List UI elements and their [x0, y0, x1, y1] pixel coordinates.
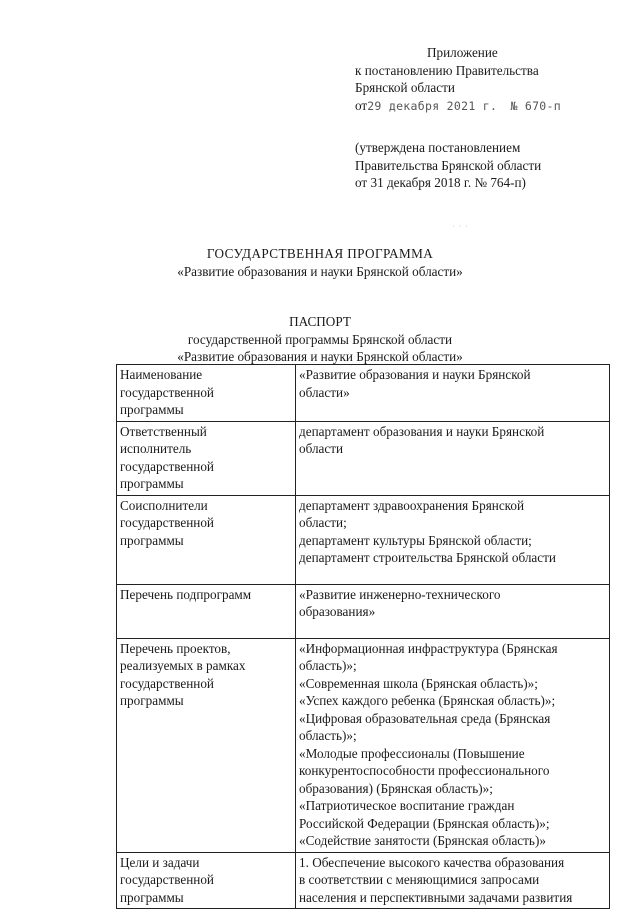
appendix-title: Приложение — [427, 45, 498, 60]
row-value-line: конкурентоспособности профессионального — [299, 763, 550, 778]
program-subtitle: «Развитие образования и науки Брянской области» — [177, 264, 463, 279]
approval-line-2: Правительства Брянской области — [355, 157, 542, 173]
row-value-line: «Информационная инфраструктура (Брянская — [299, 640, 558, 656]
row-value-line: область)»; — [299, 658, 357, 673]
row-label-line: исполнитель — [120, 441, 192, 456]
table-row — [117, 365, 610, 422]
passport-subtitle-2: «Развитие образования и науки Брянской области» — [177, 349, 463, 364]
row-label-cell — [117, 638, 296, 852]
table-row — [117, 421, 610, 495]
passport-table-body — [117, 365, 610, 909]
row-label-line: Ответственный — [120, 423, 207, 439]
row-value-line: области; — [299, 515, 347, 530]
row-value-line: «Патриотическое воспитание граждан — [299, 798, 515, 813]
row-value-cell — [296, 495, 610, 584]
row-value-line: «Цифровая образовательная среда (Брянская — [299, 710, 551, 726]
row-value-cell — [296, 638, 610, 852]
row-value-cell — [296, 365, 610, 422]
row-value-line: Российской Федерации (Брянская область)»; — [299, 815, 550, 831]
row-label-cell — [117, 365, 296, 422]
row-label-line: Перечень проектов, — [120, 640, 231, 656]
row-value-line: образования) (Брянская область)»; — [299, 780, 493, 796]
row-label-line: программы — [120, 693, 184, 708]
row-label-line: программы — [120, 889, 184, 905]
date-stamp: 29 декабря 2021 г. — [367, 98, 498, 113]
row-value-line: «Развитие инженерно-технического — [299, 586, 501, 602]
table-row — [117, 495, 610, 584]
appendix-date-line — [355, 97, 625, 116]
row-label-line: государственной — [120, 675, 214, 691]
number-stamp: № 670-п — [510, 98, 561, 113]
row-label-line: государственной — [120, 458, 214, 474]
row-value-line: «Содействие занятости (Брянская область)» — [299, 833, 546, 848]
row-value-line: «Современная школа (Брянская область)»; — [299, 675, 538, 691]
row-value-line: департамент образования и науки Брянской — [299, 423, 545, 439]
row-value-cell — [296, 852, 610, 909]
row-label-line: Наименование — [120, 367, 203, 382]
row-label-cell — [117, 421, 296, 495]
appendix-line-2: Брянской области — [355, 80, 455, 95]
row-value-line: в соответствии с меняющимися запросами — [299, 872, 540, 887]
row-value-line: область)»; — [299, 728, 357, 743]
row-label-line: реализуемых в рамках — [120, 658, 246, 673]
row-label-line: государственной — [120, 384, 214, 400]
row-value-line: департамент строительства Брянской области — [299, 550, 556, 565]
row-label-line: государственной — [120, 515, 214, 530]
row-value-line: области — [299, 441, 344, 456]
row-value-line: «Развитие образования и науки Брянской — [299, 367, 531, 382]
program-title: ГОСУДАРСТВЕННАЯ ПРОГРАММА — [206, 246, 434, 261]
row-value-line: населения и перспективными задачами развития — [299, 889, 573, 905]
row-label-line: Цели и задачи — [120, 854, 200, 870]
row-label-line: программы — [120, 402, 184, 417]
passport-title: ПАСПОРТ — [289, 314, 351, 329]
row-label-line: программы — [120, 532, 184, 548]
approval-line-3: от 31 декабря 2018 г. № 764-п) — [355, 175, 526, 190]
approval-line-1: (утверждена постановлением — [355, 140, 521, 155]
row-value-line: 1. Обеспечение высокого качества образования — [299, 854, 565, 870]
scan-mark: · · · — [452, 222, 469, 231]
table-row — [117, 638, 610, 852]
row-value-line: области» — [299, 384, 350, 400]
approval-note — [355, 139, 625, 192]
row-value-line: «Молодые профессионалы (Повышение — [299, 745, 525, 761]
row-label-cell — [117, 584, 296, 638]
table-row — [117, 584, 610, 638]
row-value-line: департамент здравоохранения Брянской — [299, 497, 525, 513]
row-value-line: департамент культуры Брянской области; — [299, 532, 532, 548]
appendix-line-1: к постановлению Правительства — [355, 62, 539, 78]
row-label-line: государственной — [120, 872, 214, 887]
row-value-line: «Успех каждого ребенка (Брянская область)»; — [299, 693, 556, 708]
row-value-cell — [296, 421, 610, 495]
row-label-cell — [117, 495, 296, 584]
date-prefix: от — [355, 97, 368, 113]
passport-subtitle-1: государственной программы Брянской области — [187, 332, 453, 347]
row-value-line: образования» — [299, 604, 376, 619]
appendix-block — [355, 44, 625, 115]
row-label-line: Перечень подпрограмм — [120, 586, 252, 602]
row-value-cell — [296, 584, 610, 638]
row-label-line: Соисполнители — [120, 497, 208, 513]
row-label-cell — [117, 852, 296, 909]
passport-table — [116, 364, 610, 909]
row-label-line: программы — [120, 476, 184, 491]
table-row — [117, 852, 610, 909]
